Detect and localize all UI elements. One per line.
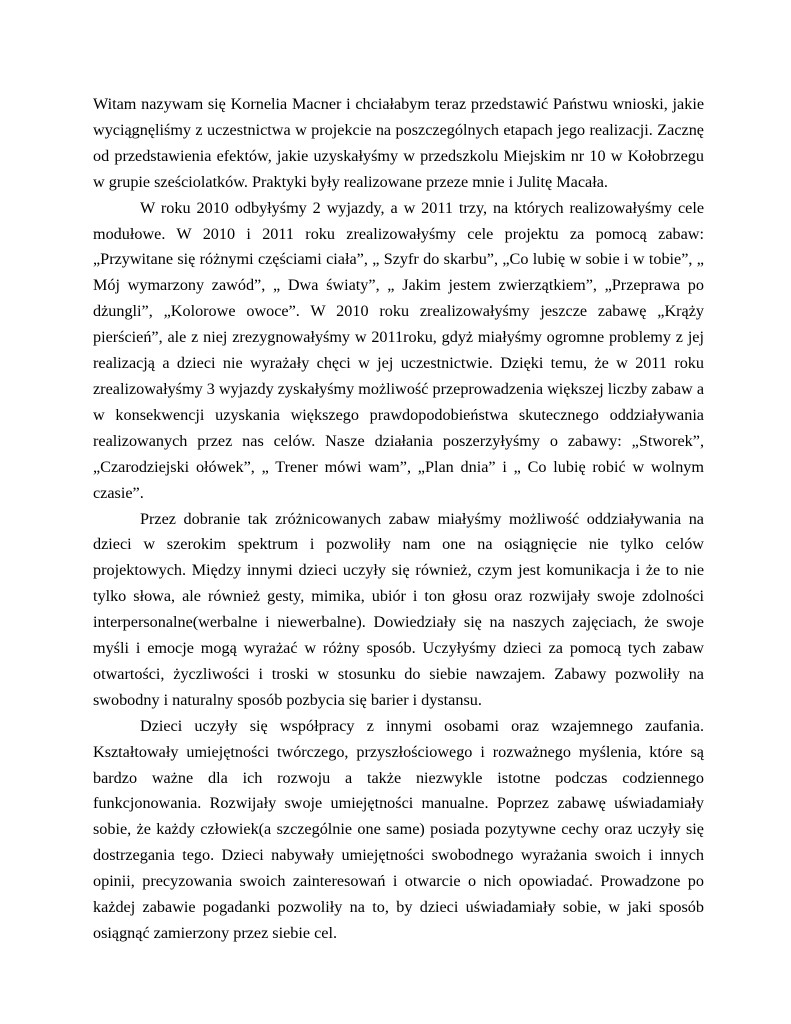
paragraph-diverse-games-effects: Przez dobranie tak zróżnicowanych zabaw miałyśmy możliwość oddziaływania na dzieci w szerokim spektrum i pozwoliły nam one na osiągnięcie nie tylko celów projektowych. Między innymi dzieci uczyły się również, czym jest komunikacja i że to nie tylko słowa, ale również gesty, mimika, ubiór i ton głosu oraz rozwijały swoje zdolności interpersonalne(werbalne i niewerbalne). Dowiedziały się na naszych zajęciach, że swoje myśli i emocje mogą wyrażać w różny sposób. Uczyłyśmy dzieci za pomocą tych zabaw otwartości, życzliwości i troski w stosunku do siebie nawzajem. Zabawy pozwoliły na swobodny i naturalny sposób pozbycia się barier i dystansu.: [93, 509, 704, 709]
paragraph-trips-and-games: W roku 2010 odbyłyśmy 2 wyjazdy, a w 2011 trzy, na których realizowałyśmy cele modułowe. W 2010 i 2011 roku zrealizowałyśmy cele projektu za pomocą zabaw: „Przywitane się różnymi częściami ciała”, „ Szyfr do skarbu”, „Co lubię w sobie i w tobie”, „ Mój wymarzony zawód”, „ Dwa światy”, „ Jakim jestem zwierzątkiem”, „Przeprawa po dżungli”, „Kolorowe owoce”. W 2010 roku zrealizowałyśmy jeszcze zabawę „Krąży pierścień”, ale z niej zrezygnowałyśmy w 2011roku, gdyż miałyśmy ogromne problemy z jej realizacją a dzieci nie wyrażały chęci w jej uczestnictwie. Dzięki temu, że w 2011 roku zrealizowałyśmy 3 wyjazdy zyskałyśmy możliwość przeprowadzenia większej liczby zabaw a w konsekwencji uzyskania większego prawdopodobieństwa skutecznego oddziaływania realizowanych przez nas celów. Nasze działania poszerzyłyśmy o zabawy: „Stworek”, „Czarodziejski ołówek”, „ Trener mówi wam”, „Plan dnia” i „ Co lubię robić w wolnym czasie”.: [93, 198, 704, 502]
paragraph-introduction: Witam nazywam się Kornelia Macner i chciałabym teraz przedstawić Państwu wnioski, jakie wyciągnęliśmy z uczestnictwa w projekcie na poszczególnych etapach jego realizacji. Zacznę od przedstawienia efektów, jakie uzyskałyśmy w przedszkolu Miejskim nr 10 w Kołobrzegu w grupie sześciolatków. Praktyki były realizowane przeze mnie i Julitę Macała.: [93, 95, 704, 191]
document-page: [93, 92, 704, 947]
paragraph-cooperation-skills: Dzieci uczyły się współpracy z innymi osobami oraz wzajemnego zaufania. Kształtowały umiejętności twórczego, przyszłościowego i rozważnego myślenia, które są bardzo ważne dla ich rozwoju a także niezwykle istotne podczas codziennego funkcjonowania. Rozwijały swoje umiejętności manualne. Poprzez zabawę uświadamiały sobie, że każdy człowiek(a szczególnie one same) posiada pozytywne cechy oraz uczyły się dostrzegania tego. Dzieci nabywały umiejętności swobodnego wyrażania swoich i innych opinii, precyzowania swoich zainteresowań i otwarcie o nich opowiadać. Prowadzone po każdej zabawie pogadanki pozwoliły na to, by dzieci uświadamiały sobie, w jaki sposób osiągnąć zamierzony przez siebie cel.: [93, 716, 704, 942]
